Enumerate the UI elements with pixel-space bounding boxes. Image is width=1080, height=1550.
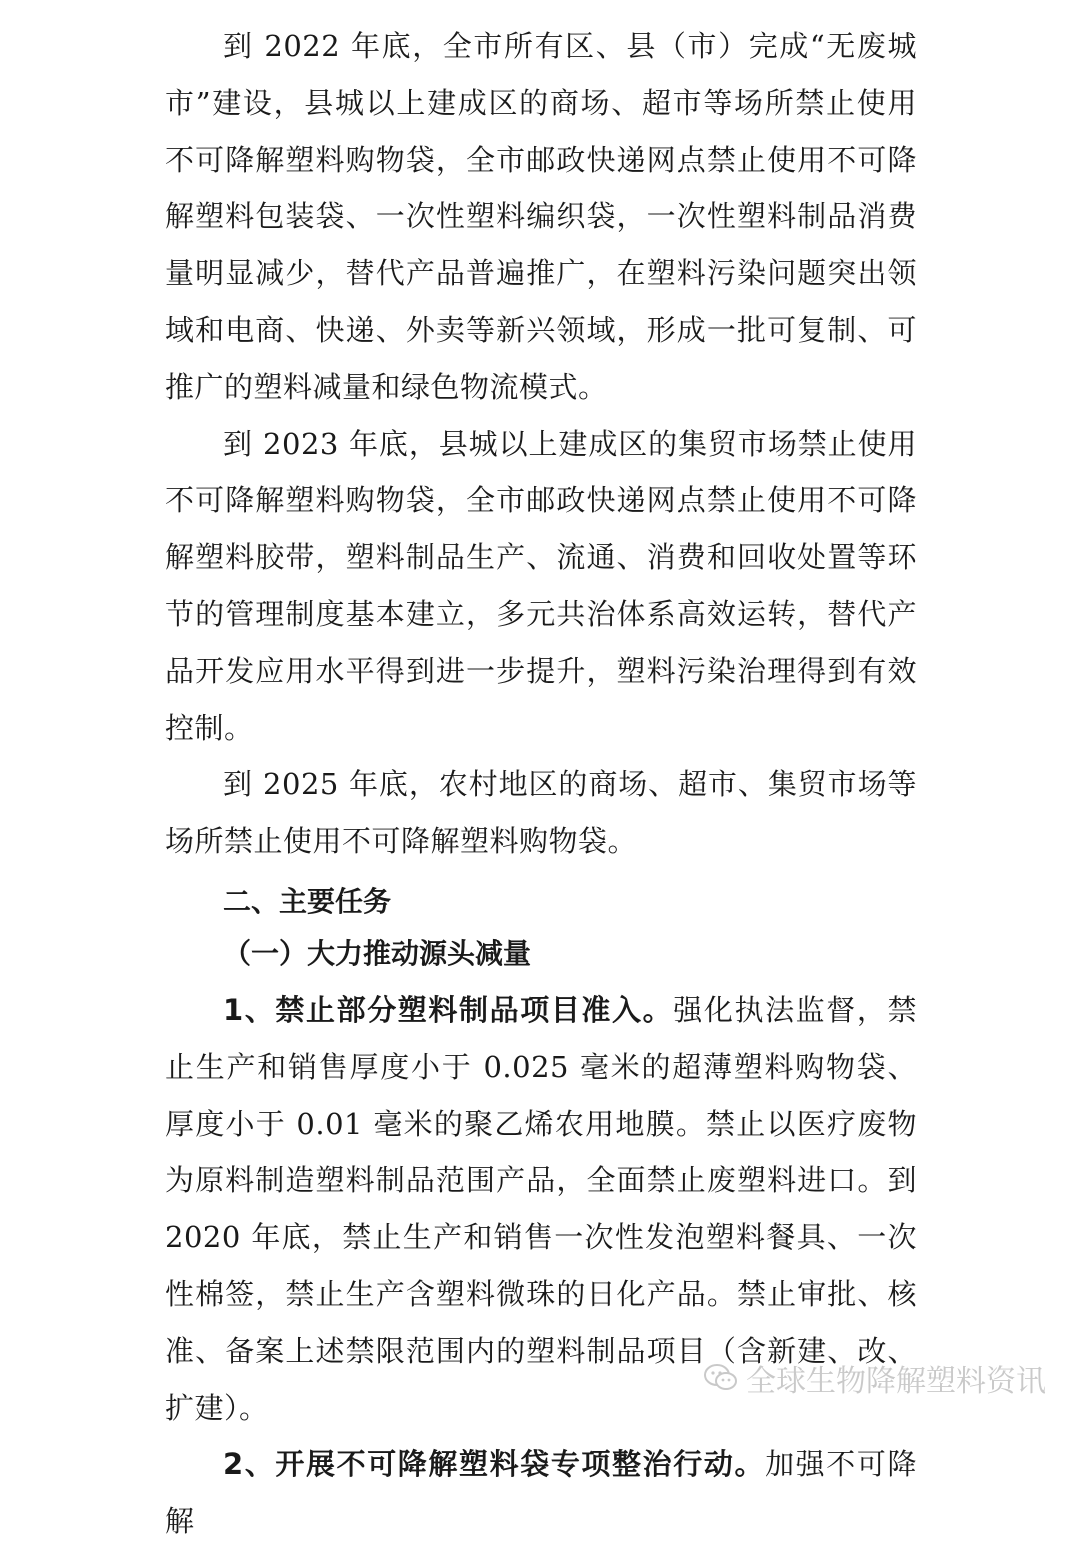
item-1-lead: 1、禁止部分塑料制品项目准入。	[223, 992, 674, 1027]
item-1-body: 强化执法监督，禁止生产和销售厚度小于 0.025 毫米的超薄塑料购物袋、厚度小于 0.01 毫米的聚乙烯农用地膜。禁止以医疗废物为原料制造塑料制品范围产品，全面禁止废塑料进口。到 2020 年底，禁止生产和销售一次性发泡塑料餐具、一次性棉签，禁止生产含塑料微珠的日化产品。禁止审批、核准、备案上述禁限范围内的塑料制品项目（含新建、改、扩建）。	[165, 992, 917, 1425]
watermark-text: 全球生物降解塑料资讯	[746, 1364, 1046, 1399]
paragraph-2025: 到 2025 年底，农村地区的商场、超市、集贸市场等场所禁止使用不可降解塑料购物袋。	[165, 767, 917, 859]
item-2-body: 加强不可降解	[165, 1447, 917, 1539]
item-2-paragraph	[165, 1436, 917, 1550]
wechat-icon	[704, 1363, 738, 1393]
paragraph-2023: 到 2023 年底，县城以上建成区的集贸市场禁止使用不可降解塑料购物袋，全市邮政快递网点禁止使用不可降解塑料胶带，塑料制品生产、流通、消费和回收处置等环节的管理制度基本建立，多元共治体系高效运转，替代产品开发应用水平得到进一步提升，塑料污染治理得到有效控制。	[165, 426, 917, 745]
item-2-lead: 2、开展不可降解塑料袋专项整治行动。	[223, 1447, 766, 1482]
subsection-heading: （一）大力推动源头减量	[223, 936, 532, 970]
watermark	[704, 1356, 1046, 1400]
document-page	[165, 0, 917, 1550]
section-heading: 二、主要任务	[223, 884, 392, 918]
paragraph-2022: 到 2022 年底，全市所有区、县（市）完成“无废城市”建设，县城以上建成区的商场、超市等场所禁止使用不可降解塑料购物袋，全市邮政快递网点禁止使用不可降解塑料包装袋、一次性塑料编织袋，一次性塑料制品消费量明显减少，替代产品普遍推广，在塑料污染问题突出领域和电商、快递、外卖等新兴领域，形成一批可复制、可推广的塑料减量和绿色物流模式。	[165, 29, 917, 404]
